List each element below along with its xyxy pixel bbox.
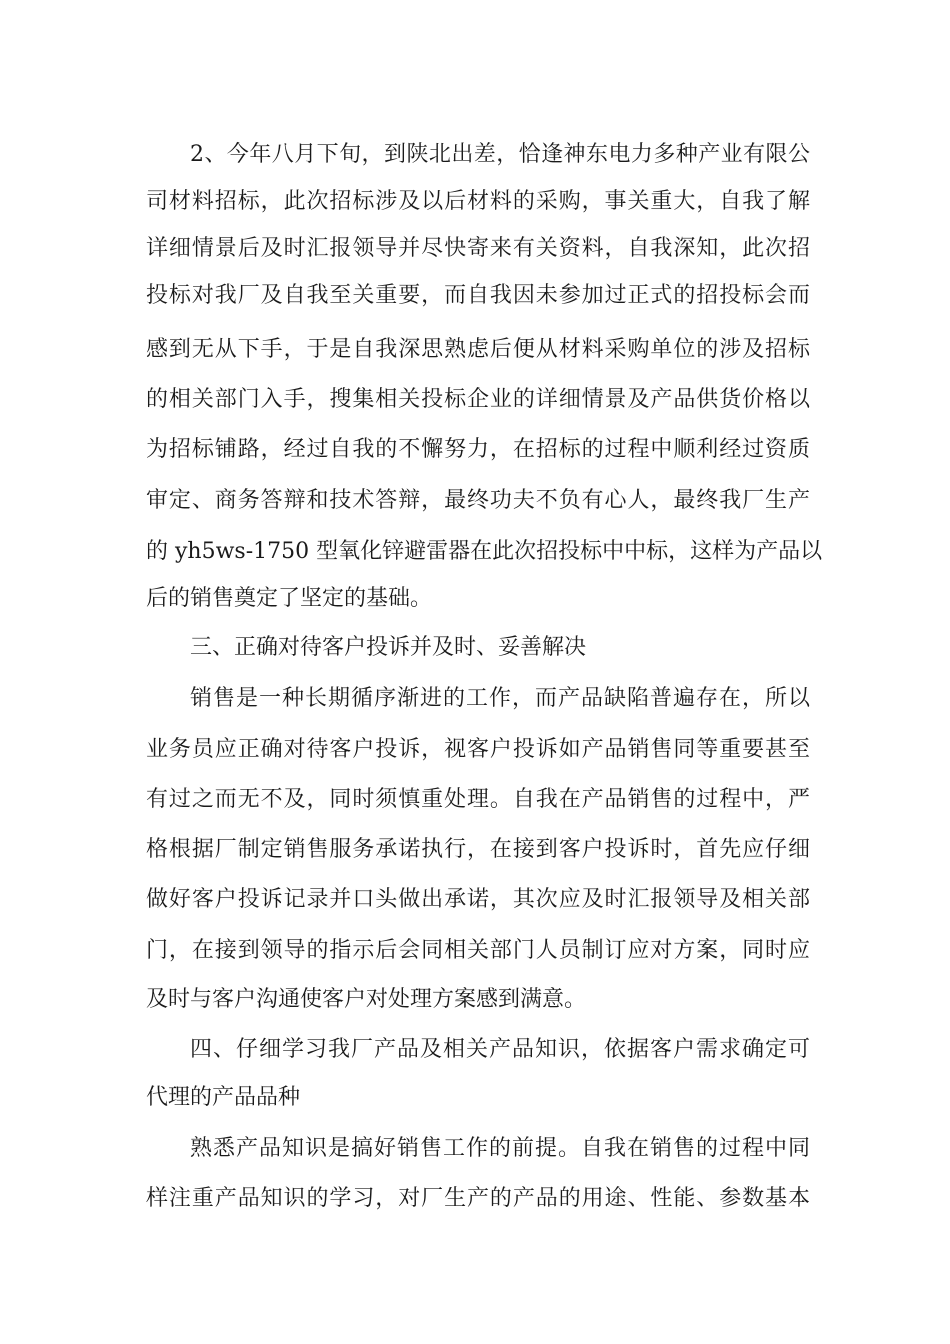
paragraph-line: 后的销售奠定了坚定的基础。 [146, 586, 433, 611]
paragraph-line: 有过之而无不及，同时须慎重处理。自我在产品销售的过程中，严 [146, 787, 810, 812]
paragraph-line: 熟悉产品知识是搞好销售工作的前提。自我在销售的过程中同 [190, 1136, 810, 1161]
paragraph-line: 做好客户投诉记录并口头做出承诺，其次应及时汇报领导及相关部 [146, 887, 810, 912]
paragraph-line: 2、今年八月下旬，到陕北出差，恰逢神东电力多种产业有限公 [190, 142, 810, 167]
paragraph-line: 详细情景后及时汇报领导并尽快寄来有关资料，自我深知，此次招 [146, 236, 810, 261]
paragraph-line: 及时与客户沟通使客户对处理方案感到满意。 [146, 987, 587, 1012]
paragraph-line: 的相关部门入手，搜集相关投标企业的详细情景及产品供货价格以 [146, 387, 810, 412]
paragraph-line: 审定、商务答辩和技术答辩，最终功夫不负有心人，最终我厂生产 [146, 488, 810, 513]
paragraph-line: 的 yh5ws-1750 型氧化锌避雷器在此次招投标中中标，这样为产品以 [146, 539, 823, 564]
section-heading: 代理的产品品种 [146, 1085, 301, 1110]
section-heading: 四、仔细学习我厂产品及相关产品知识，依据客户需求确定可 [190, 1037, 810, 1062]
paragraph-line: 门，在接到领导的指示后会同相关部门人员制订应对方案，同时应 [146, 938, 810, 963]
paragraph-line: 投标对我厂及自我至关重要，而自我因未参加过正式的招投标会而 [146, 283, 810, 308]
paragraph-line: 为招标铺路，经过自我的不懈努力，在招标的过程中顺利经过资质 [146, 437, 810, 462]
paragraph-line: 感到无从下手，于是自我深思熟虑后便从材料采购单位的涉及招标 [146, 337, 810, 362]
paragraph-line: 格根据厂制定销售服务承诺执行，在接到客户投诉时，首先应仔细 [146, 837, 810, 862]
section-heading: 三、正确对待客户投诉并及时、妥善解决 [190, 635, 587, 660]
paragraph-line: 样注重产品知识的学习，对厂生产的产品的用途、性能、参数基本 [146, 1186, 810, 1211]
paragraph-line: 业务员应正确对待客户投诉，视客户投诉如产品销售同等重要甚至 [146, 737, 810, 762]
paragraph-line: 销售是一种长期循序渐进的工作，而产品缺陷普遍存在，所以 [190, 686, 810, 711]
paragraph-line: 司材料招标，此次招标涉及以后材料的采购，事关重大，自我了解 [146, 189, 810, 214]
